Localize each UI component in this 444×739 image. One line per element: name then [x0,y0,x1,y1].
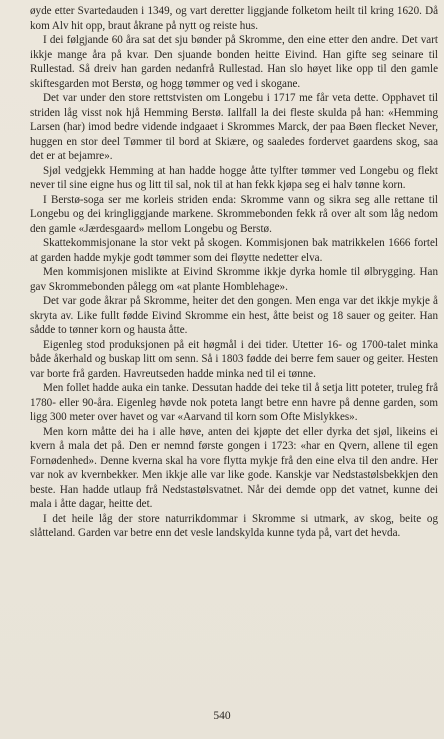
paragraph: I Berstø-soga ser me korleis striden enda: Skromme vann og sikra seg alle rettane til Longebu og dei kringliggjande markene. Skrommebonden fekk rå over alt som låg nedom den gamle «Jærdesgaard» mellom Longebu og Berstø. [30,193,438,235]
paragraph: Skattekommisjonane la stor vekt på skogen. Kommisjonen bak matrikkelen 1666 fortel at garden hadde mykje godt tømmer som dei fløytte nedetter elva. [30,237,438,264]
paragraph: I det heile låg der store naturrikdommar i Skromme si utmark, av skog, beite og slåtteland. Garden var betre enn det vesle landskylda kunne tyda på, vart det hevda. [30,512,438,539]
paragraph: Eigenleg stod produksjonen på eit høgmål i dei tider. Utetter 16- og 1700-talet minka både åkerhald og buskap litt om senn. Så i 1803 fødde dei berre fem sauer og geiter. Hesten var borte frå garden. Havreutseden hadde minka ned til ei tønne. [30,338,438,380]
paragraph: Sjøl vedgjekk Hemming at han hadde hogge åtte tylfter tømmer ved Longebu og flekt never til sine eigne hus og litt til sal, nok til at han fekk kjøpa seg ei halv tønne korn. [30,164,438,191]
paragraph: Det var gode åkrar på Skromme, heiter det den gongen. Men enga var det ikkje mykje å skryta av. Like fullt fødde Eivind Skromme ein hest, åtte beist og 18 sauer og geiter. Han sådde to tønner korn og hausta åtte. [30,295,438,336]
page-number: 540 [213,710,231,722]
paragraph: Men korn måtte dei ha i alle høve, anten dei kjøpte det eller dyrka det sjøl, likeins ei kvern å mala det på. Den er nemnd første gongen i 1723: «har en Qvern, allene til egen Fornødenhed». Denne kverna skal ha vore flytta mykje frå den eine elva til den andre. Her var nok av kvernbekker. Men ikkje alle var like gode. Kanskje var Nedstastølsbekkjen den beste. Han hadde utlaup frå Nedstastølsvatnet. Når dei demde opp det vatnet, kunne dei mala i åtte dagar, heitte det. [30,425,438,510]
paragraph: Det var under den store rettstvisten om Longebu i 1717 me får veta dette. Opphavet til striden låg visst nok hjå Hemming Berstø. Iallfall la dei fleste skulda på han: «Hemming Larsen (har) imod bedre vidende indgaaet i Skrommes Marck, der paa Bøen flecket Never, huggen en stor deel Tømmer til bord at Skiære, og saaledes fordervet gaardens skog, saa det er at bejamre». [30,92,438,162]
paragraph: Men kommisjonen mislikte at Eivind Skromme ikkje dyrka homle til ølbrygging. Han gav Skrommebonden pålegg om «at plante Homblehage». [30,266,438,293]
paragraph: I dei følgjande 60 åra sat det sju bønder på Skromme, den eine etter den andre. Det vart ikkje mange åra på kvar. Den sjuande bonden heitte Eivind. Han gifte seg seinare til Rullestad. Så dreiv han garden nedanfrå Rullestad. Han slo høyet like opp til den gamle skiftesgarden mot Berstø, og hogg tømmer og ved i skogane. [30,34,438,90]
body-text [30,4,438,541]
paragraph: Men follet hadde auka ein tanke. Dessutan hadde dei teke til å setja litt poteter, truleg frå 1780- eller 90-åra. Eigenleg høvde nok poteta langt betre enn havre på denne garden, som ligg 300 meter over havet og var «Aarvand til korn som Ofte Mislykkes». [30,382,438,423]
paragraph: øyde etter Svartedauden i 1349, og vart deretter liggjande folketom heilt til kring 1620. Då kom Alv hit opp, braut åkrane på nytt og reiste hus. [30,5,438,32]
